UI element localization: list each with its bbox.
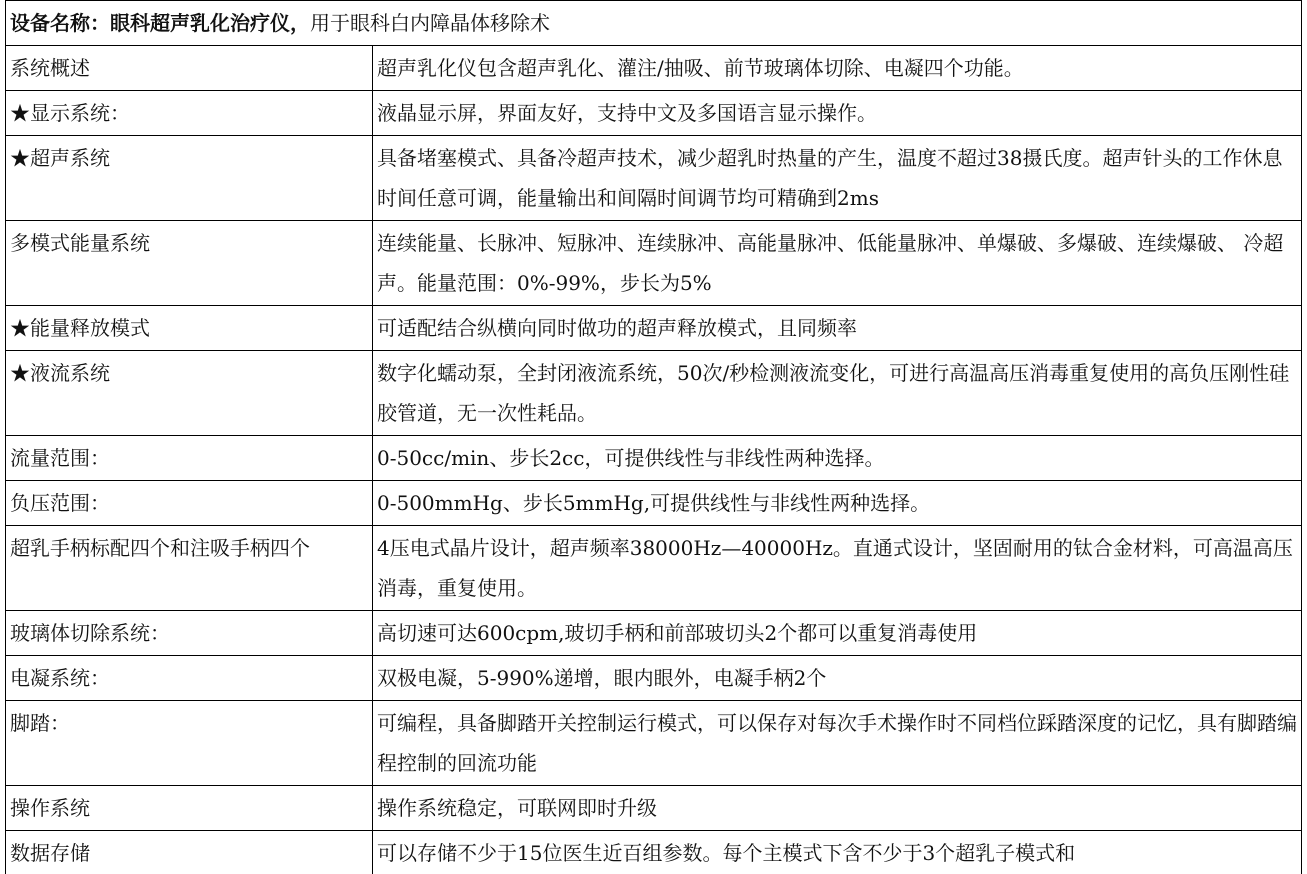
spec-label: 电凝系统： — [6, 656, 373, 701]
table-row — [6, 481, 1302, 526]
spec-label: 脚踏： — [6, 701, 373, 786]
table-row — [6, 526, 1302, 611]
table-row — [6, 701, 1302, 786]
table-row — [6, 786, 1302, 831]
spec-value: 液晶显示屏，界面友好，支持中文及多国语言显示操作。 — [373, 91, 1302, 136]
table-row — [6, 136, 1302, 221]
table-row — [6, 831, 1302, 874]
table-row — [6, 351, 1302, 436]
spec-table — [5, 0, 1302, 874]
spec-value: 操作系统稳定，可联网即时升级 — [373, 786, 1302, 831]
spec-value: 可编程，具备脚踏开关控制运行模式，可以保存对每次手术操作时不同档位踩踏深度的记忆，具有脚踏编程控制的回流功能 — [373, 701, 1302, 786]
spec-label: ★超声系统 — [6, 136, 373, 221]
spec-value: 可适配结合纵横向同时做功的超声释放模式，且同频率 — [373, 306, 1302, 351]
spec-label: 流量范围： — [6, 436, 373, 481]
spec-label: 操作系统 — [6, 786, 373, 831]
device-title — [6, 1, 1302, 46]
title-row — [6, 1, 1302, 46]
spec-value: 可以存储不少于15位医生近百组参数。每个主模式下含不少于3个超乳子模式和 — [373, 831, 1302, 874]
table-row — [6, 656, 1302, 701]
spec-label: 数据存储 — [6, 831, 373, 874]
device-name-bold: 设备名称：眼科超声乳化治疗仪， — [10, 11, 310, 35]
spec-value: 数字化蠕动泵，全封闭液流系统，50次/秒检测液流变化，可进行高温高压消毒重复使用的高负压刚性硅胶管道，无一次性耗品。 — [373, 351, 1302, 436]
spec-value: 连续能量、长脉冲、短脉冲、连续脉冲、高能量脉冲、低能量脉冲、单爆破、多爆破、连续爆破、 冷超声。能量范围：0%-99%，步长为5% — [373, 221, 1302, 306]
device-purpose: 用于眼科白内障晶体移除术 — [310, 11, 550, 35]
spec-label: 多模式能量系统 — [6, 221, 373, 306]
spec-value: 0-500mmHg、步长5mmHg,可提供线性与非线性两种选择。 — [373, 481, 1302, 526]
spec-label: 超乳手柄标配四个和注吸手柄四个 — [6, 526, 373, 611]
table-row — [6, 91, 1302, 136]
table-row — [6, 436, 1302, 481]
spec-label: 负压范围： — [6, 481, 373, 526]
spec-label: 玻璃体切除系统： — [6, 611, 373, 656]
spec-label: ★液流系统 — [6, 351, 373, 436]
spec-value: 4压电式晶片设计，超声频率38000Hz—40000Hz。直通式设计，坚固耐用的钛合金材料，可高温高压消毒，重复使用。 — [373, 526, 1302, 611]
spec-label: ★显示系统： — [6, 91, 373, 136]
table-row — [6, 221, 1302, 306]
table-row — [6, 46, 1302, 91]
table-row — [6, 611, 1302, 656]
spec-label: 系统概述 — [6, 46, 373, 91]
spec-value: 双极电凝，5-990%递增，眼内眼外，电凝手柄2个 — [373, 656, 1302, 701]
table-row — [6, 306, 1302, 351]
spec-value: 0-50cc/min、步长2cc，可提供线性与非线性两种选择。 — [373, 436, 1302, 481]
spec-value: 具备堵塞模式、具备冷超声技术，减少超乳时热量的产生，温度不超过38摄氏度。超声针头的工作休息时间任意可调，能量输出和间隔时间调节均可精确到2ms — [373, 136, 1302, 221]
spec-value: 超声乳化仪包含超声乳化、灌注/抽吸、前节玻璃体切除、电凝四个功能。 — [373, 46, 1302, 91]
spec-label: ★能量释放模式 — [6, 306, 373, 351]
spec-value: 高切速可达600cpm,玻切手柄和前部玻切头2个都可以重复消毒使用 — [373, 611, 1302, 656]
